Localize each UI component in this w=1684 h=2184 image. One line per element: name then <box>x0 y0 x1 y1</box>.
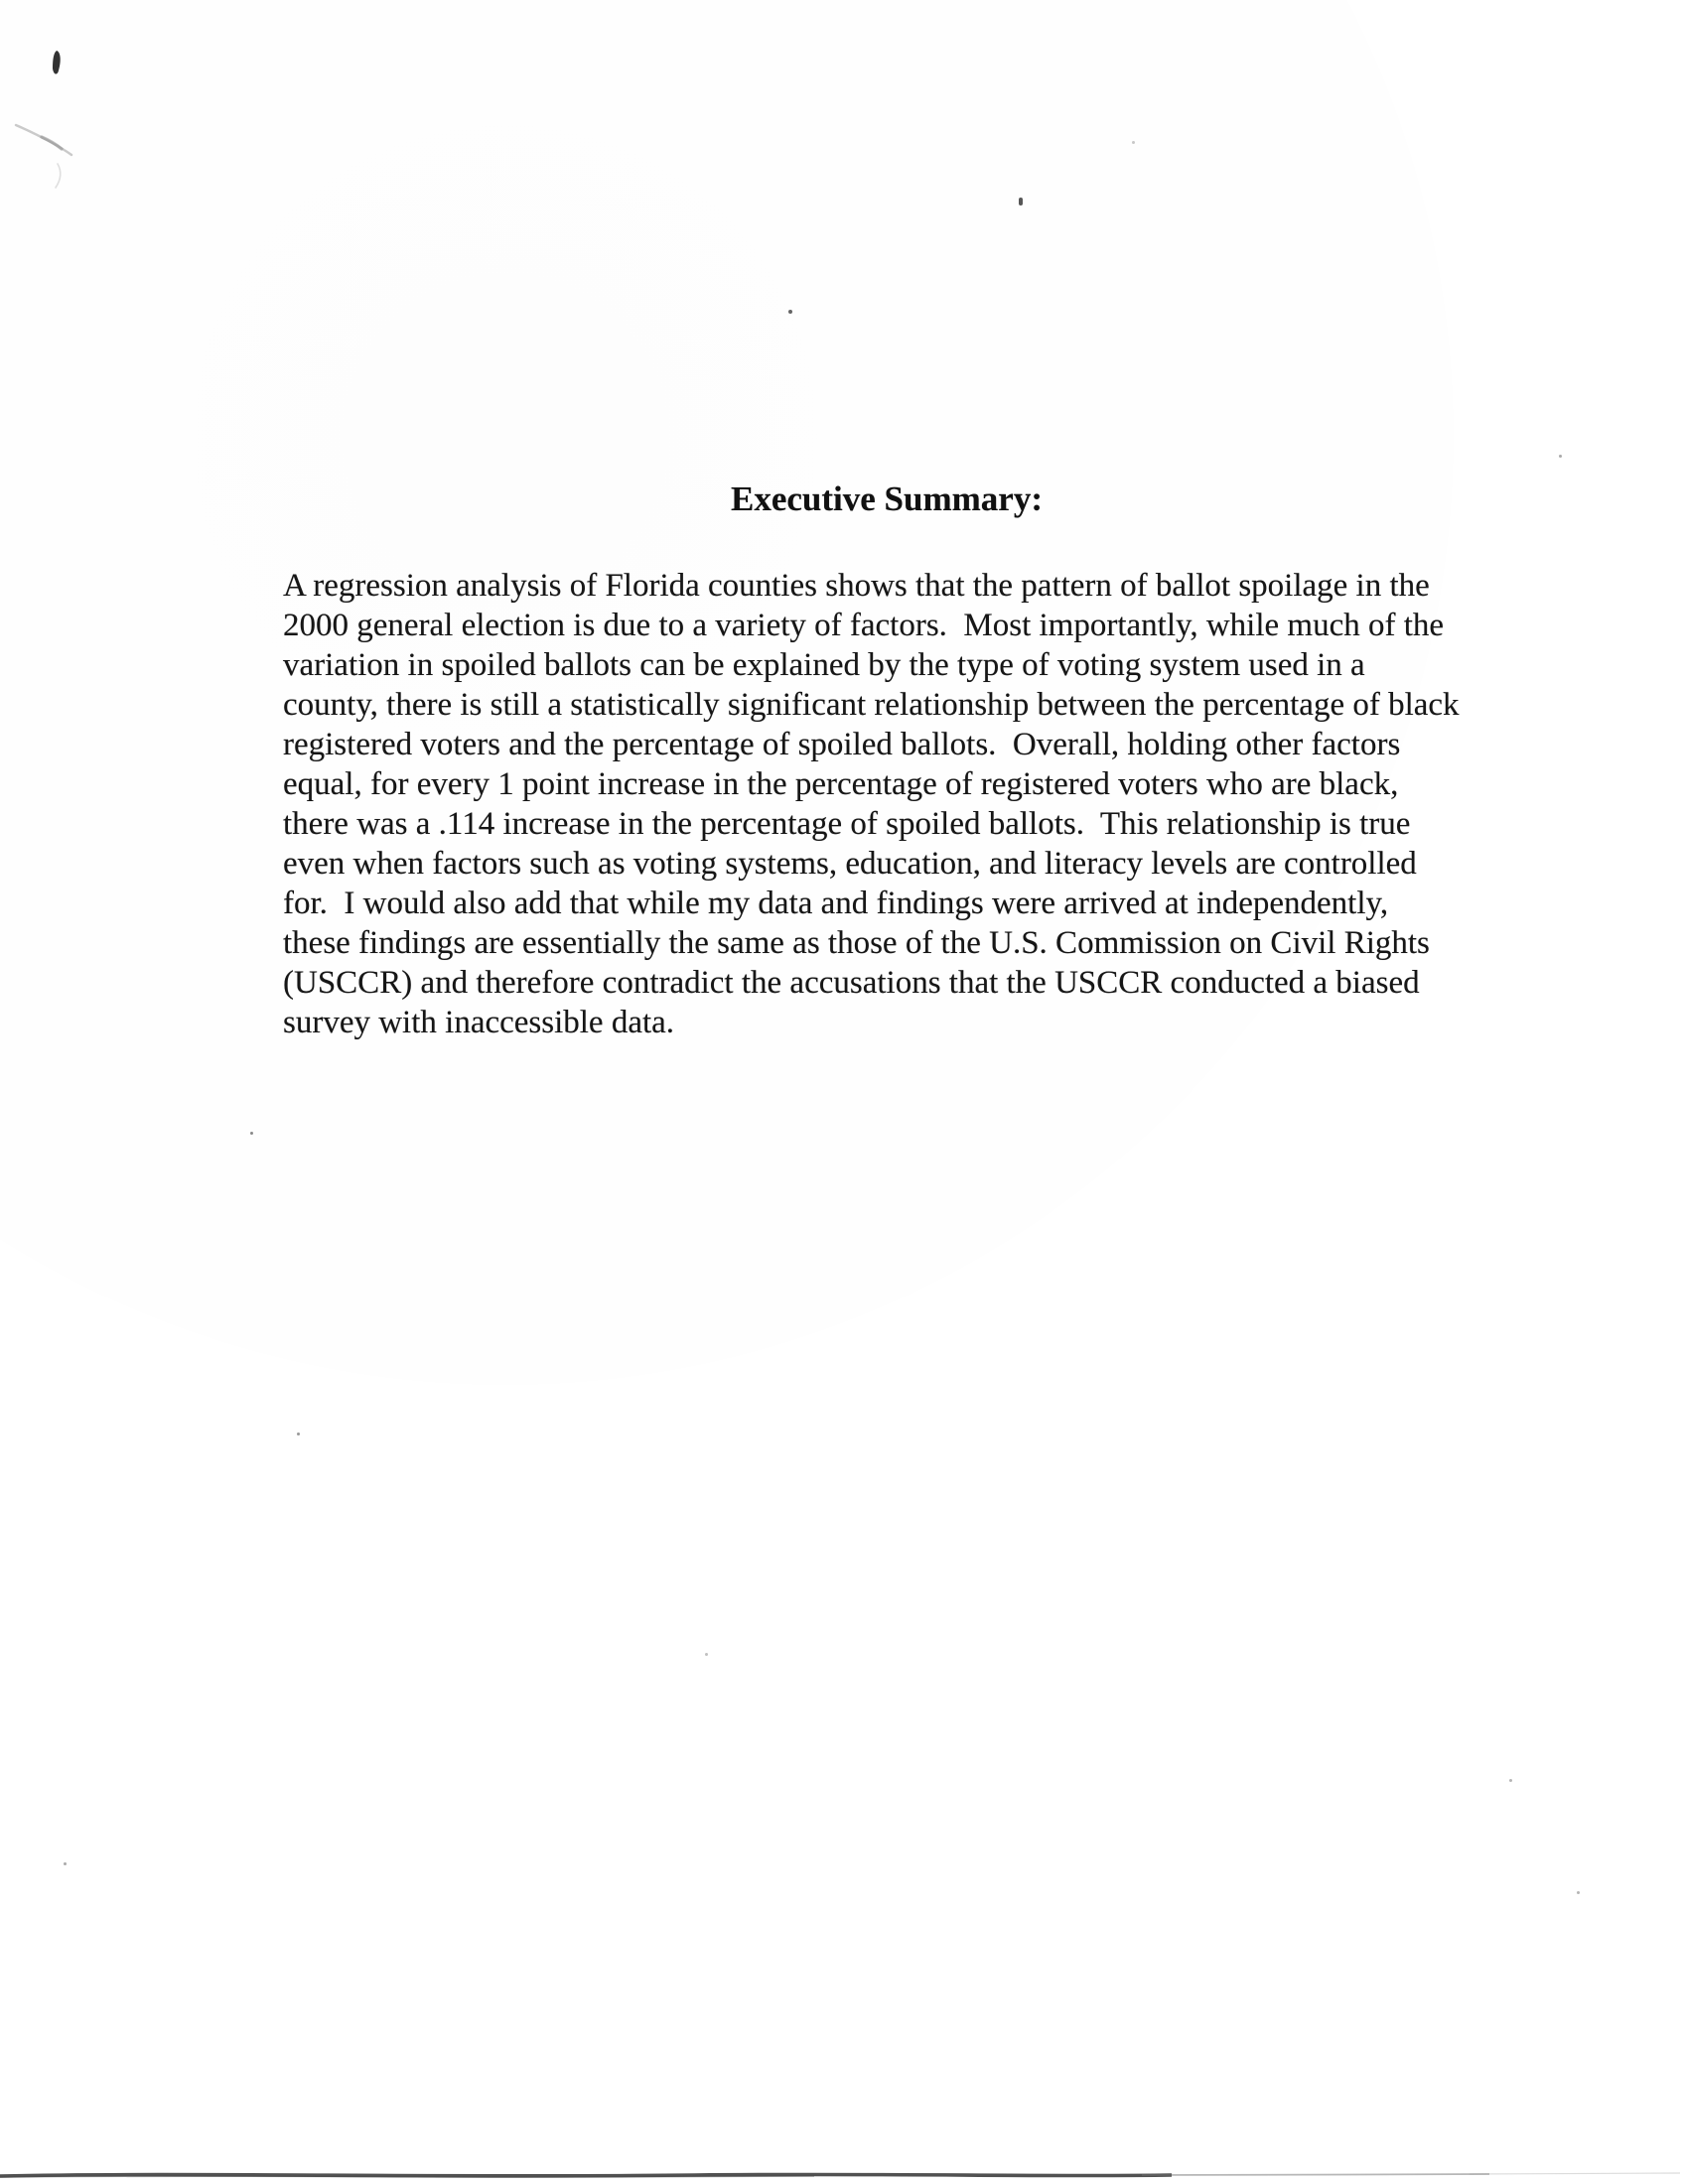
paragraph-line: (USCCR) and therefore contradict the accusations that the USCCR conducted a biased <box>283 965 1420 1001</box>
paragraph-line: 2000 general election is due to a variety of factors. Most importantly, while much of the <box>283 608 1445 643</box>
top-left-scan-marks <box>0 0 129 218</box>
scan-speck <box>1577 1891 1580 1894</box>
scanner-edge-artifact <box>0 2164 1684 2184</box>
pencil-scribble-dark-segment <box>42 137 62 149</box>
scan-speck <box>297 1433 300 1435</box>
paragraph-line: these findings are essentially the same as those of the U.S. Commission on Civil Rights <box>283 925 1430 961</box>
scan-speck <box>250 1132 253 1135</box>
paragraph-line: even when factors such as voting systems, education, and literacy levels are controlled <box>283 846 1417 882</box>
paragraph-line: county, there is still a statistically significant relationship between the percentage of black <box>283 687 1460 723</box>
paragraph-line: variation in spoiled ballots can be explained by the type of voting system used in a <box>283 647 1365 683</box>
scan-speck <box>705 1653 708 1656</box>
scan-speck <box>64 1862 67 1865</box>
paragraph-line: survey with inaccessible data. <box>283 1005 675 1040</box>
paragraph-line: there was a .114 increase in the percentage of spoiled ballots. This relationship is true <box>283 806 1411 842</box>
paragraph-line: registered voters and the percentage of spoiled ballots. Overall, holding other factors <box>283 727 1401 762</box>
paragraph-line: equal, for every 1 point increase in the percentage of registered voters who are black, <box>283 766 1399 802</box>
scan-speck <box>1132 141 1135 144</box>
scan-speck <box>1509 1779 1512 1782</box>
paragraph-line: A regression analysis of Florida counties shows that the pattern of ballot spoilage in the <box>283 568 1430 604</box>
page-title <box>0 479 1684 519</box>
ink-tick-mark <box>53 51 61 74</box>
scan-speck <box>1019 198 1023 205</box>
executive-summary-paragraph <box>283 566 1534 1042</box>
paragraph-line: for. I would also add that while my data and findings were arrived at independently, <box>283 886 1389 921</box>
pencil-scribble <box>16 125 71 155</box>
page-title-text: Executive Summary: <box>731 479 1043 518</box>
pencil-hook <box>56 164 61 188</box>
scan-speck <box>1559 455 1562 458</box>
scan-speck <box>788 310 792 314</box>
